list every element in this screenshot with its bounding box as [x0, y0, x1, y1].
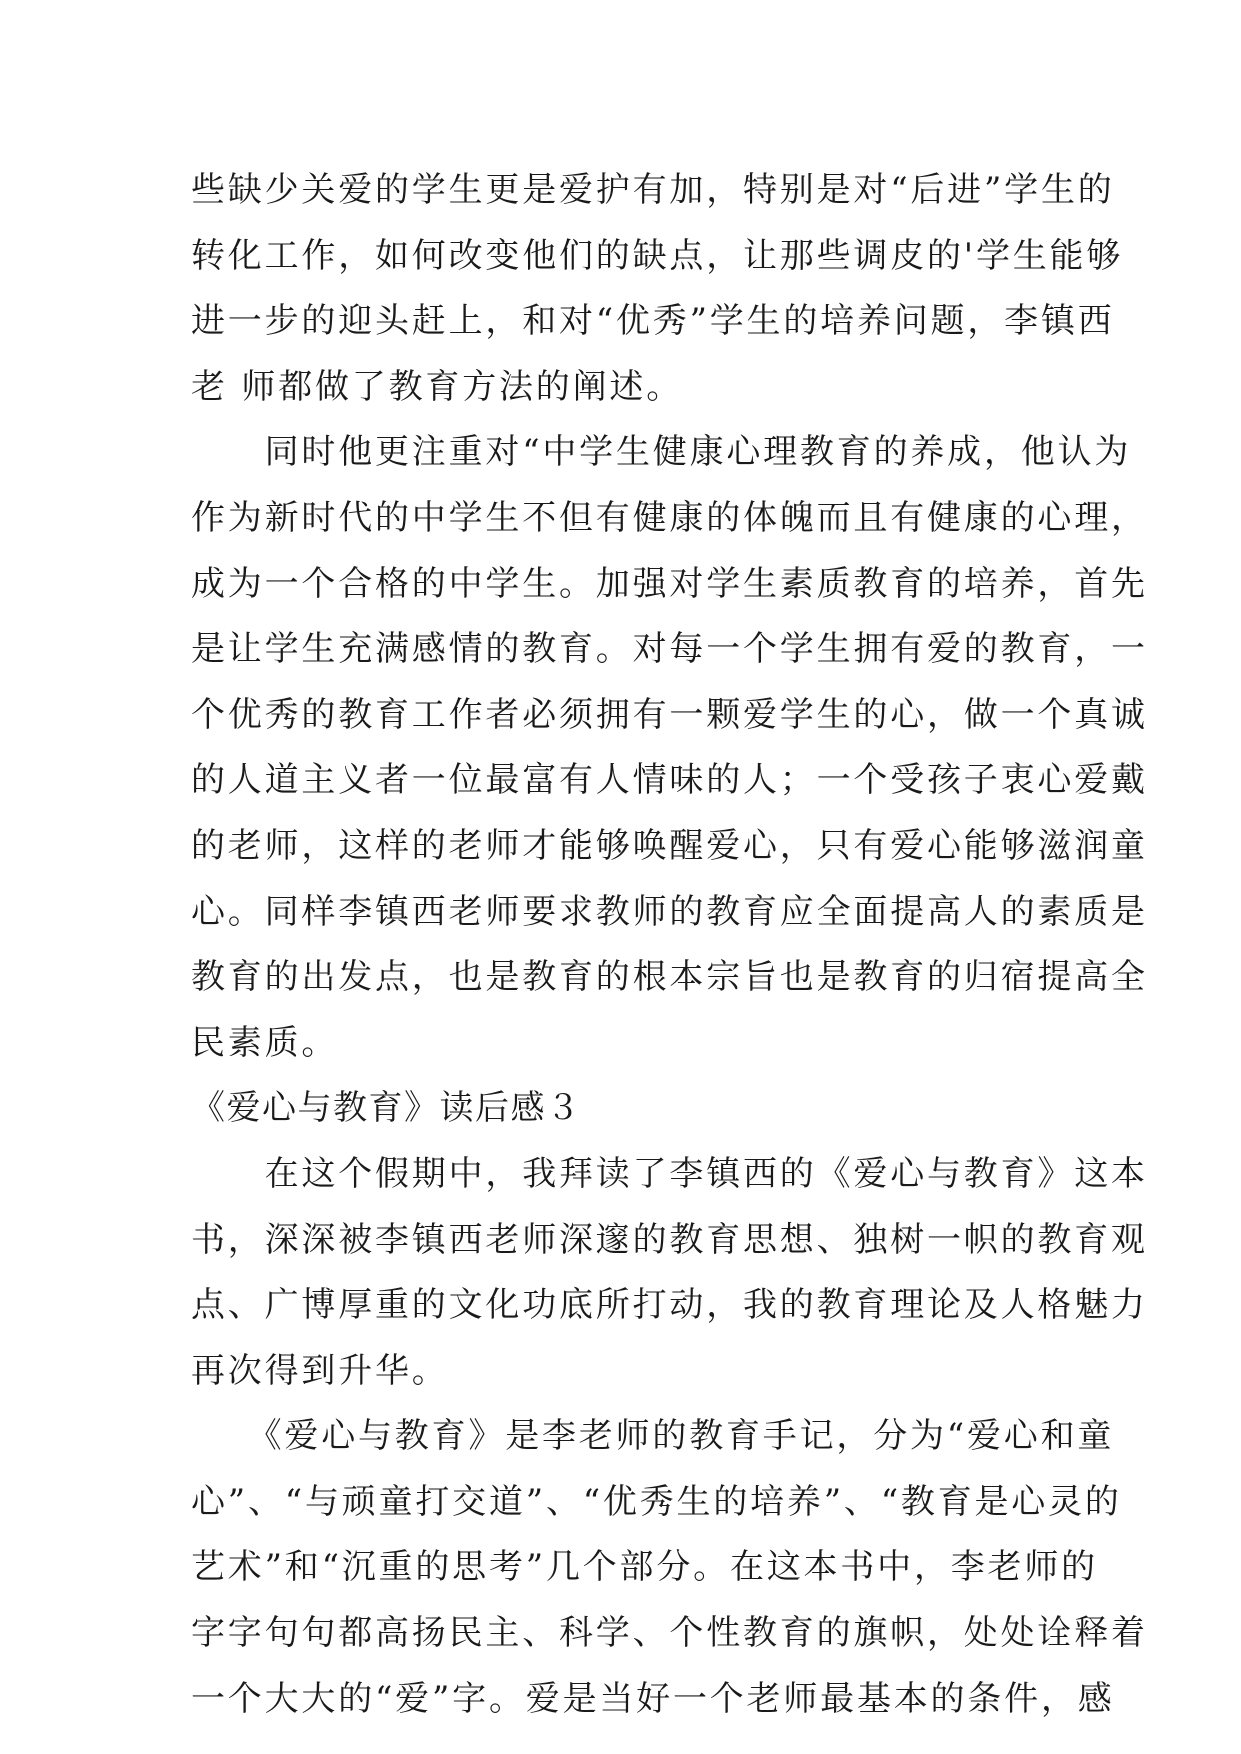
text-line: 艺术”和“沉重的思考”几个部分。在这本书中，李老师的: [191, 1547, 1098, 1588]
text-line: 一个大大的“爱”字。爱是当好一个老师最基本的条件，感: [191, 1678, 1115, 1719]
text-line: 成为一个合格的中学生。加强对学生素质教育的培养，首先: [191, 563, 1148, 604]
text-line: 是让学生充满感情的教育。对每一个学生拥有爱的教育，一: [191, 629, 1148, 670]
text-line: 心。同样李镇西老师要求教师的教育应全面提高人的素质是: [191, 891, 1148, 932]
text-line: 的人道主义者一位最富有人情味的人；一个受孩子衷心爱戴: [191, 760, 1148, 801]
text-line: 的老师，这样的老师才能够唤醒爱心，只有爱心能够滋润童: [191, 825, 1148, 866]
text-line: 些缺少关爱的学生更是爱护有加，特别是对“后进”学生的: [191, 170, 1115, 210]
document-page: [191, 158, 1148, 1732]
text-line: 字字句句都高扬民主、科学、个性教育的旗帜，处处诠释着: [191, 1613, 1148, 1654]
text-line: 书，深深被李镇西老师深邃的教育思想、独树一帜的教育观: [191, 1219, 1148, 1260]
text-line: 转化工作，如何改变他们的缺点，让那些调皮的'学生能够: [191, 235, 1124, 276]
text-line: 教育的出发点，也是教育的根本宗旨也是教育的归宿提高全: [191, 957, 1148, 998]
text-line: 民素质。: [191, 1022, 339, 1063]
text-line: 作为新时代的中学生不但有健康的体魄而且有健康的心理，: [191, 497, 1148, 538]
section-heading: 《爱心与教育》读后感３: [191, 1088, 582, 1129]
text-line: 再次得到升华。: [191, 1350, 449, 1391]
text-line: 进一步的迎头赶上，和对“优秀”学生的培养问题，李镇西: [191, 301, 1115, 342]
text-line: 同时他更注重对“中学生健康心理教育的养成，他认为: [191, 432, 1132, 473]
text-line: 心”、“与顽童打交道”、“优秀生的培养”、“教育是心灵的: [191, 1481, 1122, 1522]
text-line: 个优秀的教育工作者必须拥有一颗爱学生的心，做一个真诚: [191, 694, 1148, 735]
text-line: 老 师都做了教育方法的阐述。: [191, 366, 684, 407]
text-line: 《爱心与教育》是李老师的教育手记，分为“爱心和童: [191, 1416, 1115, 1457]
text-line: 点、广博厚重的文化功底所打动，我的教育理论及人格魅力: [191, 1285, 1148, 1326]
text-line: 在这个假期中，我拜读了李镇西的《爱心与教育》这本: [191, 1153, 1148, 1194]
